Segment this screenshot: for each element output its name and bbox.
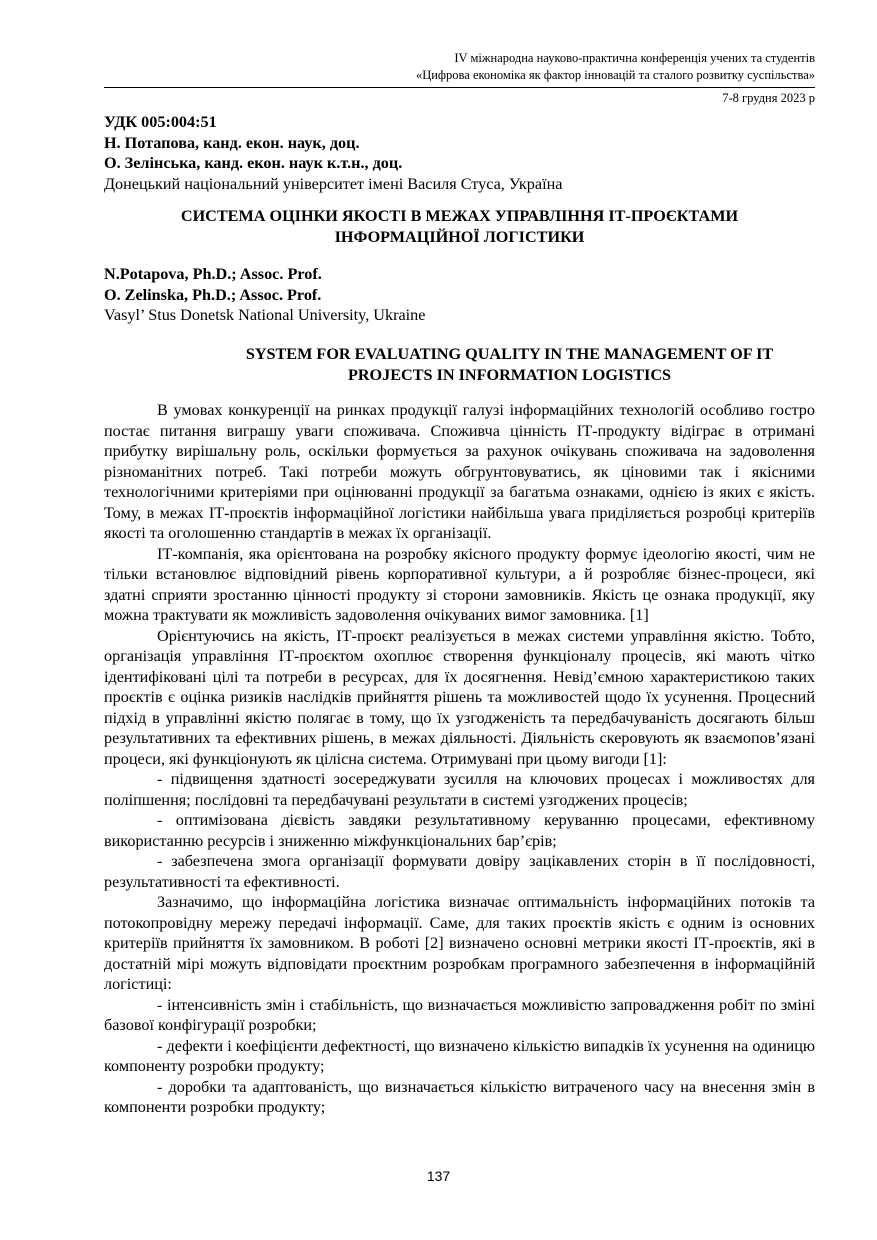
ua-metadata xyxy=(104,112,815,194)
title-ua-line2: ІНФОРМАЦІЙНОЇ ЛОГІСТИКИ xyxy=(334,227,585,246)
header-rule xyxy=(104,87,815,88)
paragraph: Орієнтуючись на якість, ІТ-проєкт реалізується в межах системи управління якістю. Тобто, організація управління ІТ-проєктом охоплює створення функціоналу процесів, які мають чітко ідентифіковані цілі та потреби в ресурсах, для їх досягнення. Невід’ємною характеристикою таких проєктів є оцінка ризиків наслідків прийняття рішень та можливостей щодо їх усунення. Процесний підхід в управлінні якістю полягає в тому, що їх узгодженість та передбачуваність досягають більш результативних та ефективних рішень, в межах діяльності. Діяльність скеровують як взаємопов’язані процеси, які функціонують як цілісна система. Отримувані при цьому вигоди [1]: xyxy=(104,626,815,768)
body-text xyxy=(104,400,815,1118)
list-item: - оптимізована дієвість завдяки результативному керуванню процесами, ефективному використанню ресурсів і зниженню міжфункціональних бар’єрів; xyxy=(104,811,815,850)
affiliation-ua: Донецький національний університет імені Василя Стуса, Україна xyxy=(104,174,563,193)
list-item: - дефекти і коефіцієнти дефектності, що визначено кількістю випадків їх усунення на одиницю компоненту розробки продукту; xyxy=(104,1036,815,1075)
title-ua-line1: СИСТЕМА ОЦІНКИ ЯКОСТІ В МЕЖАХ УПРАВЛІННЯ ІТ-ПРОЄКТАМИ xyxy=(180,207,739,225)
paragraph: Зазначимо, що інформаційна логістика визначає оптимальність інформаційних потоків та потокопровідну мережу передачі інформації. Саме, для таких проєктів якість є одним із основних критеріїв прийняття їх замовником. В роботі [2] визначено основні метрики якості ІТ-проєктів, які в достатній мірі можуть відповідати проєктним розробкам програмного забезпечення в інформаційній логістиці: xyxy=(104,893,815,993)
conference-header-line2: «Цифрова економіка як фактор інновацій та сталого розвитку суспільства» xyxy=(415,68,815,82)
title-en-line1: SYSTEM FOR EVALUATING QUALITY IN THE MANAGEMENT OF IT xyxy=(245,345,774,363)
author-en-2: O. Zelinska, Ph.D.; Assoc. Prof. xyxy=(104,285,322,304)
title-ua xyxy=(104,206,815,247)
author-en-1: N.Potapova, Ph.D.; Assoc. Prof. xyxy=(104,265,322,283)
paragraph: В умовах конкуренції на ринках продукції галузі інформаційних технологій особливо гостро постає питання виграшу уваги споживача. Споживча цінність ІТ-продукту відіграє в отримані прибутку вирішальну роль, оскільки формується за рахунок очікувань споживача на задоволення різноманітних потреб. Такі потреби можуть обгрунтовуватись, як ціновими так і якісними технологічними критеріями при оцінюванні продукції за багатьма ознаками, однією із яких є якість. Тому, в межах ІТ-проєктів інформаційної логістики найбільша увага приділяється розробці критеріїв якості та оголошенню стандартів в межах їх організації. xyxy=(104,401,815,542)
page-number: 137 xyxy=(426,1168,451,1184)
list-item: - підвищення здатності зосереджувати зусилля на ключових процесах і можливостях для поліпшення; послідовні та передбачувані результати в системі узгоджених процесів; xyxy=(104,770,815,809)
title-en-line2: PROJECTS IN INFORMATION LOGISTICS xyxy=(347,365,672,384)
author-ua-2: О. Зелінська, канд. екон. наук к.т.н., доц. xyxy=(104,154,403,172)
paragraph: ІТ-компанія, яка орієнтована на розробку якісного продукту формує ідеологію якості, чим не тільки встановлює відповідний рівень корпоративної культури, а й розробляє бізнес-процеси, які здатні сприяти зростанню цінності продукту зі сторони замовників. Якість це ознака продукції, яку можна трактувати як можливість задоволення очікуваних вимог замовника. [1] xyxy=(104,544,815,624)
list-item: - інтенсивність змін і стабільність, що визначається можливістю запровадження робіт по зміні базової конфігурації розробки; xyxy=(104,995,815,1034)
list-item: - забезпечена змога організації формувати довіру зацікавлених сторін в її послідовності, результативності та ефективності. xyxy=(104,852,815,891)
conference-header-line1: IV міжнародна науково-практична конференція учених та студентів xyxy=(454,51,815,65)
conference-header xyxy=(255,50,815,84)
udc-code: УДК 005:004:51 xyxy=(104,113,217,131)
affiliation-en: Vasyl’ Stus Donetsk National University, Ukraine xyxy=(104,306,426,324)
list-item: - доробки та адаптованість, що визначається кількістю витраченого часу на внесення змін в компоненти розробки продукту; xyxy=(104,1077,815,1116)
title-en xyxy=(104,344,815,385)
author-ua-1: Н. Потапова, канд. екон. наук, доц. xyxy=(104,133,360,152)
en-metadata xyxy=(104,264,815,326)
conference-date: 7-8 грудня 2023 р xyxy=(722,91,815,105)
